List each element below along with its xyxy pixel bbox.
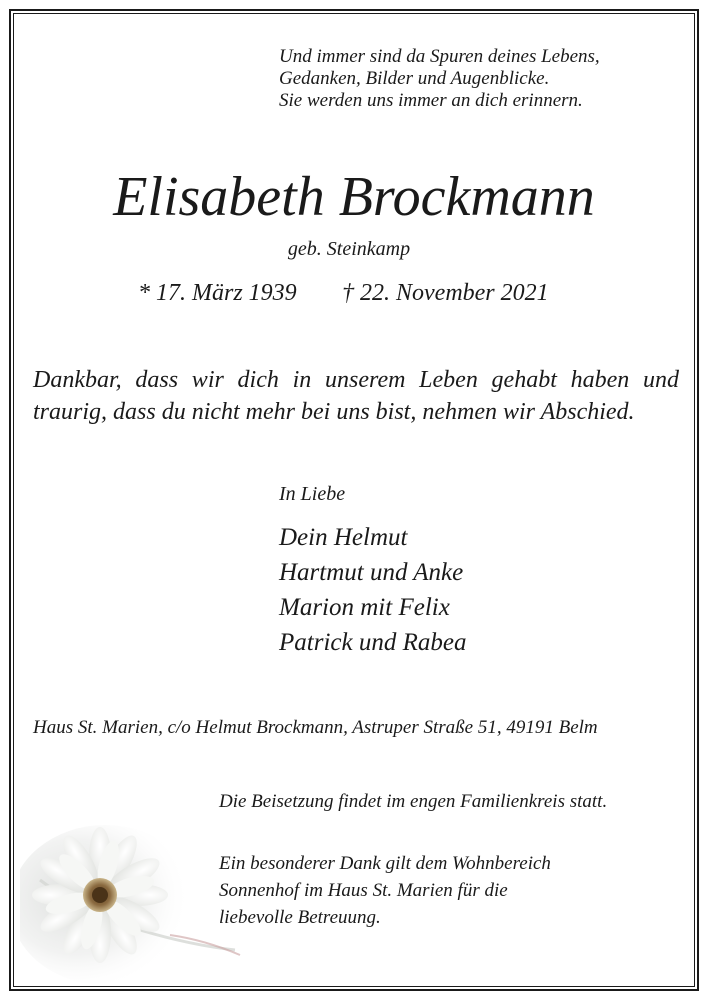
birth-date: * 17. März 1939 — [138, 280, 297, 306]
address: Haus St. Marien, c/o Helmut Brockmann, Astruper Straße 51, 49191 Belm — [33, 717, 598, 738]
gratitude-line: Sonnenhof im Haus St. Marien für die — [219, 880, 508, 901]
poem — [279, 46, 600, 112]
poem-line: Und immer sind da Spuren deines Lebens, — [279, 46, 600, 67]
maiden-name: geb. Steinkamp — [287, 238, 411, 260]
mourner-name: Marion mit Felix — [279, 594, 450, 621]
mourners-intro: In Liebe — [279, 483, 346, 505]
gratitude-line: liebevolle Betreuung. — [219, 907, 381, 928]
poem-line: Sie werden uns immer an dich erinnern. — [279, 90, 583, 111]
funeral-note: Die Beisetzung findet im engen Familienkreis statt. — [219, 791, 608, 812]
deceased-name: Elisabeth Brockmann — [113, 166, 595, 228]
gratitude-text — [219, 850, 551, 931]
mourner-name: Dein Helmut — [279, 524, 408, 551]
mourner-name: Patrick und Rabea — [279, 629, 467, 656]
poem-line: Gedanken, Bilder und Augenblicke. — [279, 68, 550, 89]
farewell-text — [33, 364, 679, 428]
mourners-list — [279, 520, 466, 660]
farewell-line: traurig, dass du nicht mehr bei uns bist, nehmen wir Abschied. — [33, 399, 635, 425]
mourner-name: Hartmut und Anke — [279, 559, 464, 586]
farewell-line: Dankbar, dass wir dich in unserem Leben gehabt haben und — [33, 367, 679, 393]
gerbera-flower-icon — [20, 820, 250, 985]
gratitude-line: Ein besonderer Dank gilt dem Wohnbereich — [219, 853, 551, 874]
death-date: † 22. November 2021 — [342, 280, 549, 306]
